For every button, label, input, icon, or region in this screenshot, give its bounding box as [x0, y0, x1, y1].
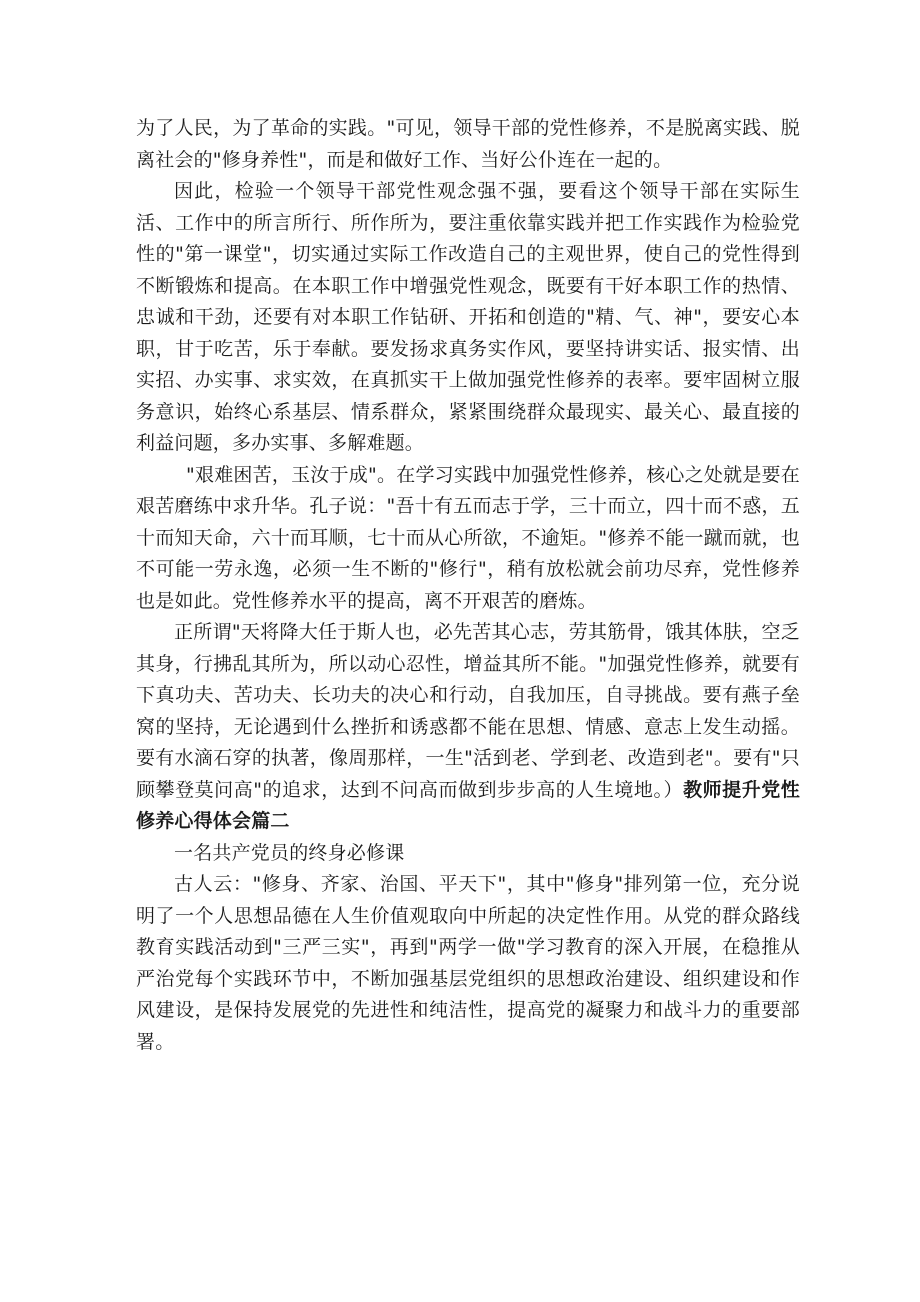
section-heading: 教师提升党性修养心得体会篇二	[136, 778, 801, 832]
paragraph-2-text: 因此，检验一个领导干部党性观念强不强，要看这个领导干部在实际生活、工作中的所言所行、所作所为，要注重依靠实践并把工作实践作为检验党性的"第一课堂"，切实通过实际工作改造自己的主观世界，使自己的党性得到不断锻炼和提高。在本职工作中增强党性观念，既要有干好本职工作的热情、忠诚和干劲，还要有对本职工作钻研、开拓和创造的"精、气、神"，要安心本职，甘于吃苦，乐于奉献。要发扬求真务实作风，要坚持讲实话、报实情、出实招、办实事、求实效，在真抓实干上做加强党性修养的表率。要牢固树立服务意识，始终心系基层、情系群众，紧紧围绕群众最现实、最关心、最直接的利益问题，多办实事、多解难题。	[136, 180, 800, 454]
paragraph-3	[136, 460, 800, 618]
paragraph-6	[136, 869, 800, 1058]
paragraph-5	[136, 838, 800, 870]
document-body	[136, 113, 800, 1058]
paragraph-5-text: 一名共产党员的终身必修课	[174, 841, 405, 864]
paragraph-6-text: 古人云："修身、齐家、治国、平天下"，其中"修身"排列第一位，充分说明了一个人思想品德在人生价值观取向中所起的决定性作用。从党的群众路线教育实践活动到"三严三实"，再到"两学一做"学习教育的深入开展，在稳推从严治党每个实践环节中，不断加强基层党组织的思想政治建设、组织建设和作风建设，是保持发展党的先进性和纯洁性，提高党的凝聚力和战斗力的重要部署。	[136, 873, 800, 1053]
paragraph-3-text: "艰难困苦，玉汝于成"。在学习实践中加强党性修养，核心之处就是要在艰苦磨练中求升华。孔子说："吾十有五而志于学，三十而立，四十而不惑，五十而知天命，六十而耳顺，七十而从心所欲，不逾矩。"修养不能一蹴而就，也不可能一劳永逸，必须一生不断的"修行"，稍有放松就会前功尽弃，党性修养也是如此。党性修养水平的提高，离不开艰苦的磨炼。	[136, 463, 800, 612]
paragraph-4	[136, 617, 800, 838]
paragraph-1	[136, 113, 800, 176]
paragraph-1-text: 为了人民，为了革命的实践。"可见，领导干部的党性修养，不是脱离实践、脱离社会的"修身养性"，而是和做好工作、当好公仆连在一起的。	[136, 117, 800, 171]
paragraph-4-text: 正所谓"天将降大任于斯人也，必先苦其心志，劳其筋骨，饿其体肤，空乏其身，行拂乱其所为，所以动心忍性，增益其所不能。"加强党性修养，就要有下真功夫、苦功夫、长功夫的决心和行动，自我加压，自寻挑战。要有燕子垒窝的坚持，无论遇到什么挫折和诱惑都不能在思想、情感、意志上发生动摇。要有水滴石穿的执著，像周那样，一生"活到老、学到老、改造到老"。要有"只顾攀登莫问高"的追求，达到不问高而做到步步高的人生境地。）	[136, 621, 800, 801]
paragraph-2	[136, 176, 800, 460]
